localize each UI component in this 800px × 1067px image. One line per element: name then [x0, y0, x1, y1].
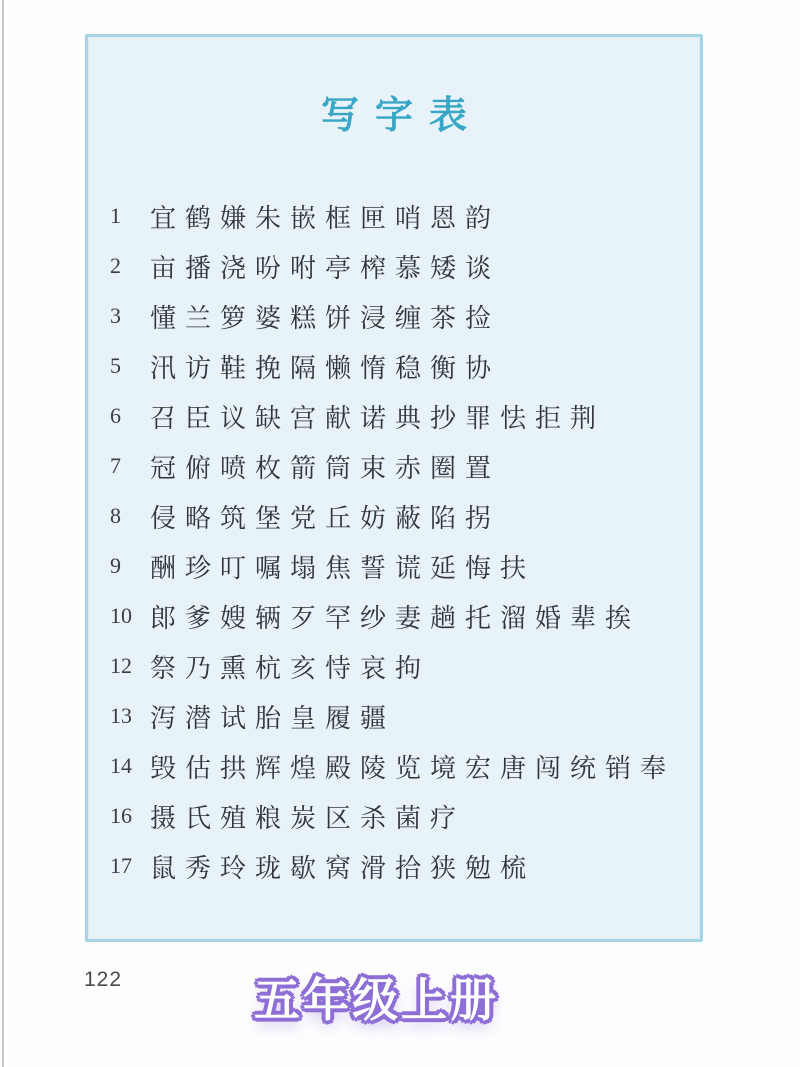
table-row — [110, 691, 700, 741]
lesson-number: 14 — [110, 753, 132, 778]
row-characters: 鼠秀玲珑歇窝滑拾狭勉梳 — [150, 853, 536, 883]
lesson-number: 16 — [110, 803, 132, 828]
row-characters: 懂兰箩婆糕饼浸缠茶捡 — [150, 303, 501, 333]
lesson-number: 5 — [110, 353, 121, 378]
row-characters: 祭乃熏杭亥恃哀拘 — [150, 653, 431, 683]
table-row — [110, 441, 700, 491]
lesson-number: 3 — [110, 303, 121, 328]
row-characters: 宜鹤嫌朱嵌框匣哨恩韵 — [150, 203, 501, 233]
row-characters: 毁估拱辉煌殿陵览境宏唐闯统销奉 — [150, 753, 676, 783]
page-number: 122 — [84, 968, 123, 991]
lesson-number: 1 — [110, 203, 121, 228]
row-characters: 亩播浇吩咐亭榨慕矮谈 — [150, 253, 501, 283]
row-characters: 冠俯喷枚箭筒束赤圈置 — [150, 453, 501, 483]
wordlist-card — [85, 34, 703, 942]
lesson-number: 12 — [110, 653, 132, 678]
screenshot-edge-line — [2, 0, 4, 1067]
lesson-number: 17 — [110, 853, 132, 878]
lesson-number: 10 — [110, 603, 132, 628]
row-characters: 汛访鞋挽隔懒惰稳衡协 — [150, 353, 501, 383]
lesson-number: 13 — [110, 703, 132, 728]
table-row — [110, 841, 700, 891]
page-title: 写字表 — [321, 95, 483, 137]
table-row — [110, 241, 700, 291]
row-characters: 摄氏殖粮炭区杀菌疗 — [150, 803, 466, 833]
lesson-number: 6 — [110, 403, 121, 428]
row-characters: 召臣议缺宫献诺典抄罪怯拒荆 — [150, 403, 606, 433]
row-characters: 泻潜试胎皇履疆 — [150, 703, 396, 733]
table-row — [110, 341, 700, 391]
table-row — [110, 541, 700, 591]
table-row — [110, 591, 700, 641]
lesson-number: 7 — [110, 453, 121, 478]
table-row — [110, 491, 700, 541]
lesson-number: 2 — [110, 253, 121, 278]
table-row — [110, 191, 700, 241]
grade-volume-watermark: 五年级上册 — [254, 974, 499, 1026]
row-characters: 郎爹嫂辆歹罕纱妻趟托溜婚辈挨 — [150, 603, 641, 633]
table-row — [110, 391, 700, 441]
lesson-number: 9 — [110, 553, 121, 578]
lesson-number: 8 — [110, 503, 121, 528]
table-row — [110, 741, 700, 791]
row-characters: 侵略筑堡党丘妨蔽陷拐 — [150, 503, 501, 533]
row-characters: 酬珍叮嘱塌焦誓谎延悔扶 — [150, 553, 536, 583]
wordlist-rows — [88, 191, 700, 891]
table-row — [110, 641, 700, 691]
table-row — [110, 791, 700, 841]
table-row — [110, 291, 700, 341]
